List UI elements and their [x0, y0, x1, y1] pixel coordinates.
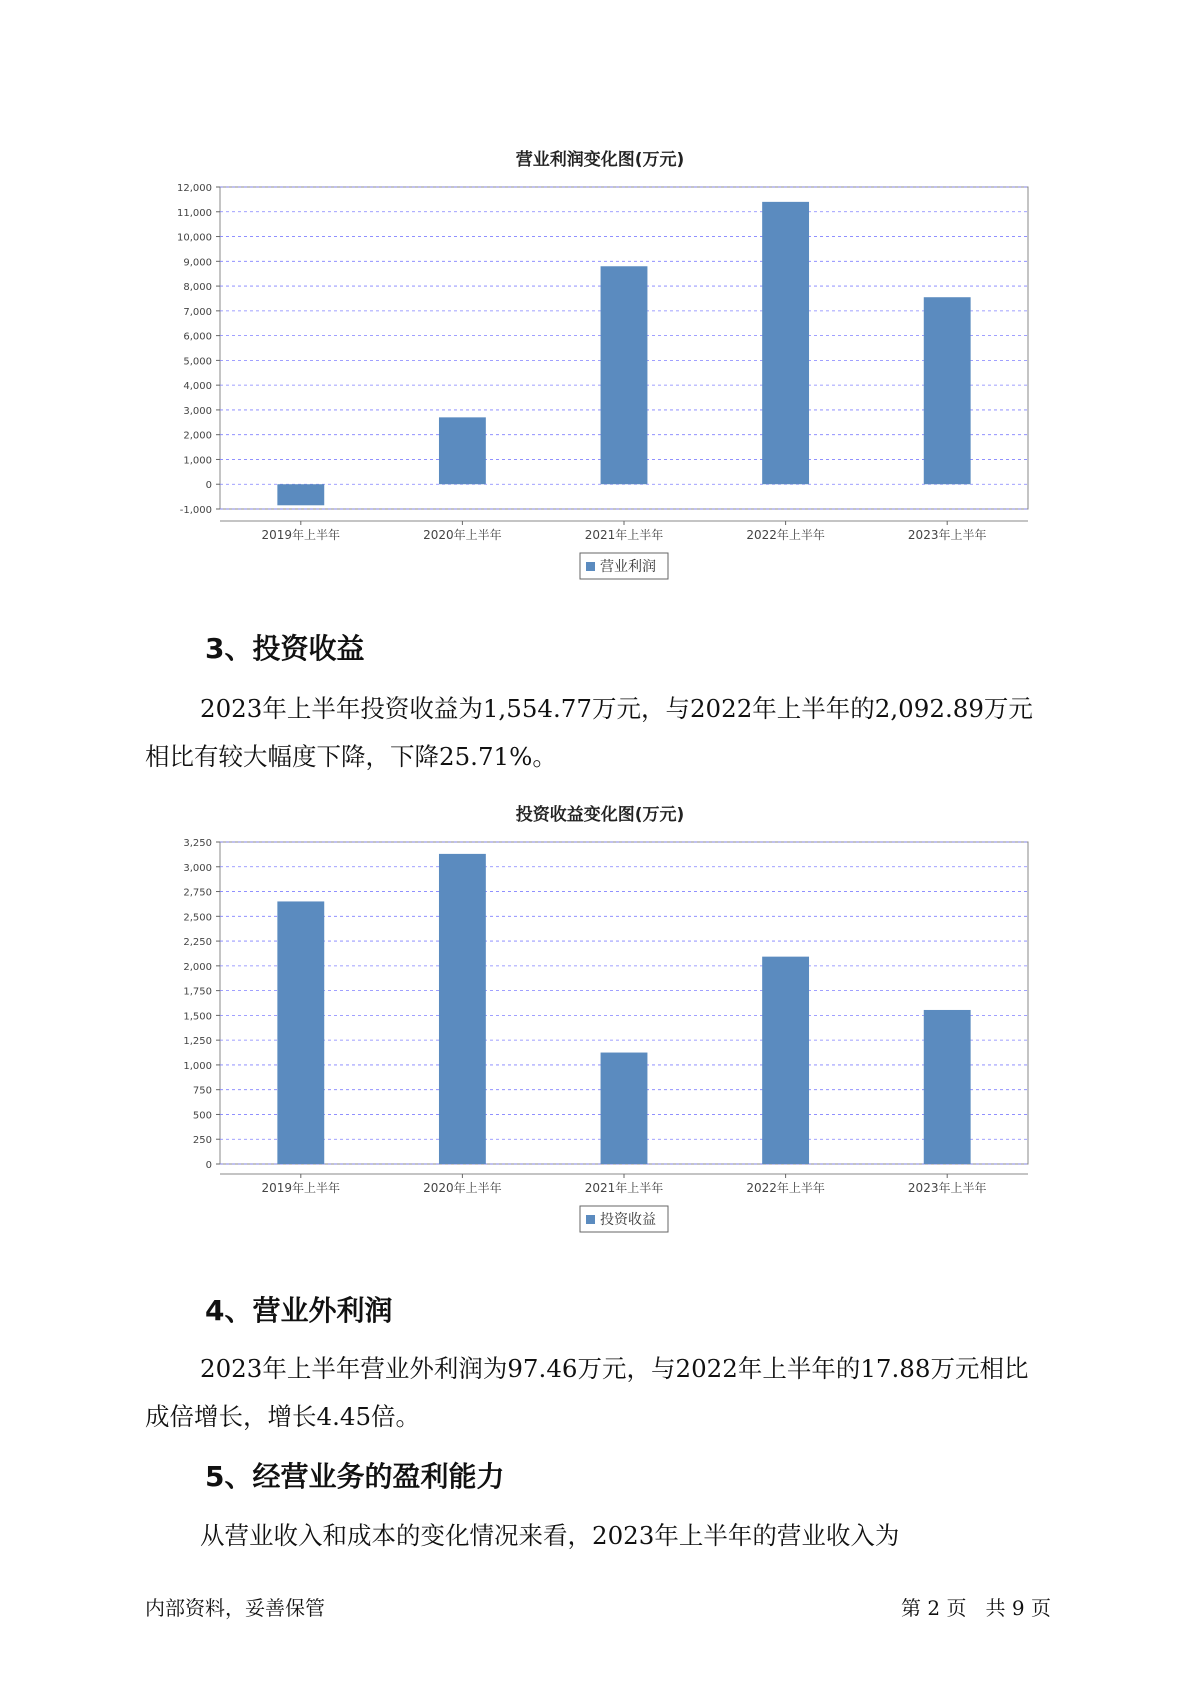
- y-tick-label: 1,750: [183, 986, 212, 998]
- bar: [924, 1010, 971, 1164]
- y-tick-label: 6,000: [183, 331, 212, 343]
- y-tick-label: 1,500: [183, 1011, 212, 1023]
- x-tick-label: 2022年上半年: [746, 1181, 825, 1195]
- bar: [601, 266, 648, 484]
- y-tick-label: 2,000: [183, 961, 212, 973]
- y-tick-label: 9,000: [183, 257, 212, 269]
- y-tick-label: 750: [192, 1085, 212, 1097]
- x-tick-label: 2022年上半年: [746, 528, 825, 542]
- y-tick-label: 4,000: [183, 381, 212, 393]
- x-tick-label: 2019年上半年: [261, 1181, 341, 1195]
- y-tick-label: 12,000: [177, 183, 212, 194]
- legend-swatch: [586, 1215, 595, 1224]
- x-tick-label: 2019年上半年: [261, 528, 341, 542]
- x-tick-label: 2023年上半年: [907, 528, 987, 542]
- operating-profit-chart-svg: [170, 167, 1030, 597]
- section-4-text: 2023年上半年营业外利润为97.46万元，与2022年上半年的17.88万元相比成倍增长，增长4.45倍。: [145, 1354, 1029, 1431]
- investment-income-chart: [170, 800, 1030, 1260]
- section-4-heading: 4、营业外利润: [205, 1294, 393, 1327]
- operating-profit-chart: [170, 135, 1030, 595]
- bar: [924, 297, 971, 484]
- y-tick-label: 3,000: [183, 862, 212, 874]
- x-tick-label: 2020年上半年: [423, 1181, 502, 1195]
- y-tick-label: 2,000: [183, 430, 212, 442]
- bar: [762, 957, 809, 1164]
- y-tick-label: 0: [205, 480, 212, 492]
- section-5-text: 从营业收入和成本的变化情况来看，2023年上半年的营业收入为: [200, 1521, 900, 1550]
- y-tick-label: 3,250: [183, 838, 212, 849]
- y-tick-label: 2,500: [183, 912, 212, 924]
- y-tick-label: 1,000: [183, 455, 212, 467]
- y-tick-label: 500: [192, 1110, 212, 1122]
- y-tick-label: 3,000: [183, 405, 212, 417]
- y-tick-label: 2,250: [183, 937, 212, 949]
- legend-label: 投资收益: [600, 1212, 656, 1228]
- section-5-heading: 5、经营业务的盈利能力: [205, 1460, 505, 1493]
- y-tick-label: 0: [205, 1160, 212, 1171]
- y-tick-label: -1,000: [179, 505, 212, 516]
- chart-title: 投资收益变化图(万元): [515, 805, 685, 825]
- bar: [439, 417, 486, 484]
- y-tick-label: 7,000: [183, 306, 212, 318]
- x-tick-label: 2020年上半年: [423, 528, 502, 542]
- x-tick-label: 2021年上半年: [584, 1181, 664, 1195]
- investment-income-chart-svg: [170, 822, 1030, 1252]
- legend-swatch: [586, 562, 595, 571]
- y-tick-label: 10,000: [177, 232, 212, 244]
- y-tick-label: 2,750: [183, 887, 212, 899]
- bar: [439, 854, 486, 1164]
- section-3-heading: 3、投资收益: [205, 632, 365, 665]
- y-tick-label: 11,000: [177, 207, 212, 219]
- legend-label: 营业利润: [600, 559, 656, 575]
- y-tick-label: 8,000: [183, 282, 212, 294]
- bar: [762, 202, 809, 484]
- chart-title: 营业利润变化图(万元): [515, 150, 685, 170]
- bar: [601, 1053, 648, 1164]
- bar: [277, 901, 324, 1164]
- bar: [277, 484, 324, 505]
- y-tick-label: 1,000: [183, 1060, 212, 1072]
- y-tick-label: 5,000: [183, 356, 212, 368]
- y-tick-label: 1,250: [183, 1036, 212, 1048]
- y-tick-label: 250: [192, 1135, 212, 1147]
- section-3-text: 2023年上半年投资收益为1,554.77万元，与2022年上半年的2,092.89万元相比有较大幅度下降，下降25.71%。: [145, 694, 1033, 771]
- footer-confidential: 内部资料，妥善保管: [145, 1596, 325, 1620]
- x-tick-label: 2021年上半年: [584, 528, 664, 542]
- footer-page-number: 第 2 页 共 9 页: [901, 1596, 1051, 1620]
- x-tick-label: 2023年上半年: [907, 1181, 987, 1195]
